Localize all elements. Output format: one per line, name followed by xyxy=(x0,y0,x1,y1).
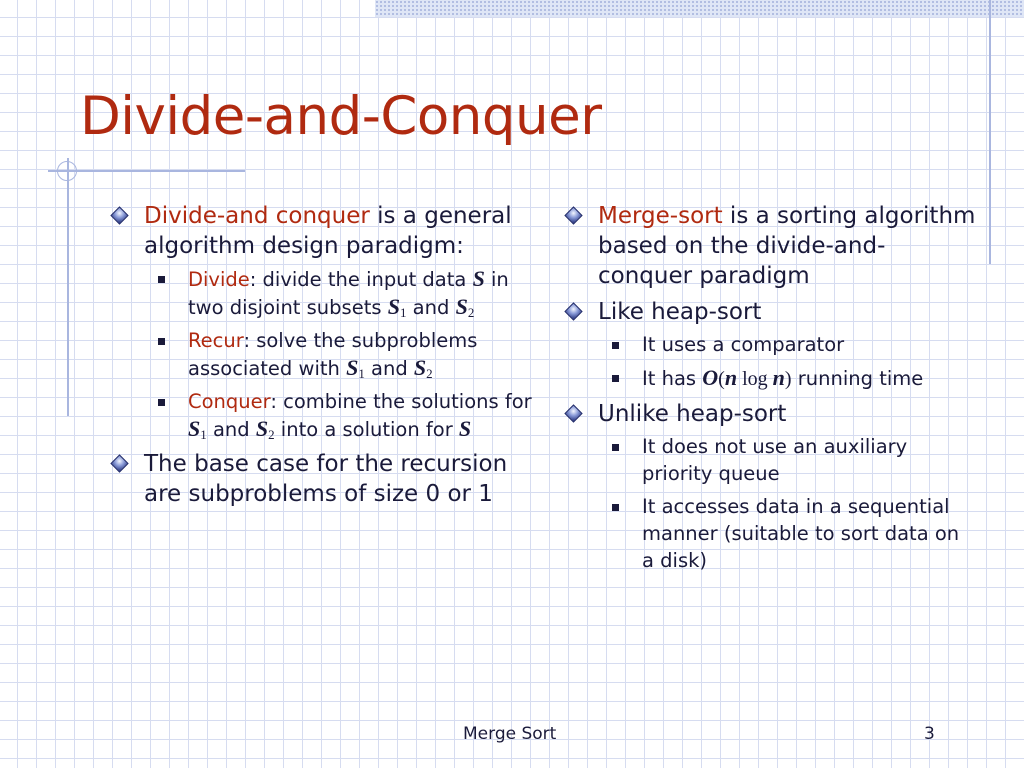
subbullet-text: running time xyxy=(791,367,924,390)
subbullet-text: and xyxy=(406,296,456,319)
decorative-circle xyxy=(57,161,77,181)
subbullet-text: : solve the subproblems associated with xyxy=(188,329,478,380)
bullet-like-heap-sort xyxy=(566,297,976,393)
term-recur: Recur xyxy=(188,329,244,352)
diamond-bullet-icon xyxy=(110,454,128,472)
subbullet-text: It accesses data in a sequential manner (suitable to sort data on a disk) xyxy=(642,495,960,572)
title-underline-decorative-line xyxy=(48,170,245,172)
diamond-bullet-icon xyxy=(564,404,582,422)
square-bullet-icon xyxy=(612,504,619,511)
term-conquer: Conquer xyxy=(188,390,271,413)
term-merge-sort: Merge-sort xyxy=(598,203,723,229)
subbullet-text: and xyxy=(206,418,256,441)
bullet-base-case xyxy=(112,449,532,509)
subbullet-text: into a solution for xyxy=(274,418,459,441)
term-divide-and-conquer: Divide-and conquer xyxy=(144,203,370,229)
math-var: n xyxy=(772,365,785,390)
slide-title: Divide-and-Conquer xyxy=(80,86,602,147)
bullet-text: is a sorting algorithm based on the divide-and-conquer paradigm xyxy=(598,203,976,289)
subbullet-comparator xyxy=(598,331,976,358)
subbullet-text: It uses a comparator xyxy=(642,333,845,356)
math-subscript: 2 xyxy=(268,427,275,442)
bullet-unlike-heap-sort xyxy=(566,399,976,574)
square-bullet-icon xyxy=(158,399,165,406)
top-decorative-band xyxy=(375,0,1024,17)
bullet-divide-and-conquer xyxy=(112,201,532,443)
math-var: S xyxy=(455,294,468,319)
bullet-text: Like heap-sort xyxy=(598,299,762,325)
left-decorative-line xyxy=(67,158,69,416)
math-var: S xyxy=(188,416,201,441)
square-bullet-icon xyxy=(612,375,619,382)
math-big-o: O xyxy=(702,365,719,390)
math-var: S xyxy=(458,416,472,441)
left-column xyxy=(112,201,532,515)
square-bullet-icon xyxy=(612,342,619,349)
math-paren: ( xyxy=(718,368,725,390)
math-var: S xyxy=(413,355,427,380)
subbullet-no-priority-queue xyxy=(598,433,976,487)
bullet-merge-sort xyxy=(566,201,976,291)
math-var: S xyxy=(255,416,269,441)
bullet-text: The base case for the recursion are subproblems of size 0 or 1 xyxy=(144,451,508,507)
subbullet-divide xyxy=(144,265,532,321)
subbullet-conquer xyxy=(144,388,532,443)
math-subscript: 1 xyxy=(399,305,407,320)
math-subscript: 1 xyxy=(200,427,207,442)
math-paren: ) xyxy=(784,368,792,390)
subbullet-text: and xyxy=(364,357,414,380)
math-var: S xyxy=(472,266,485,291)
square-bullet-icon xyxy=(612,444,619,451)
subbullet-running-time xyxy=(598,364,976,393)
math-subscript: 1 xyxy=(358,366,365,381)
diamond-bullet-icon xyxy=(110,206,128,224)
square-bullet-icon xyxy=(158,276,165,283)
term-divide: Divide xyxy=(188,268,250,291)
subbullet-text: : divide the input data xyxy=(249,268,473,291)
subbullet-text: It has xyxy=(642,367,703,390)
math-var: S xyxy=(387,294,400,319)
bullet-text: is a general algorithm design paradigm: xyxy=(144,203,512,259)
subbullet-text: in two disjoint subsets xyxy=(188,268,509,319)
math-subscript: 2 xyxy=(426,366,433,381)
subbullet-sequential-access xyxy=(598,493,976,574)
math-log: log xyxy=(737,368,773,390)
subbullet-text: It does not use an auxiliary priority queue xyxy=(642,435,908,485)
page-number: 3 xyxy=(924,724,935,744)
right-decorative-line xyxy=(989,0,991,264)
subbullet-recur xyxy=(144,327,532,382)
math-subscript: 2 xyxy=(467,305,475,320)
footer-label: Merge Sort xyxy=(463,724,557,744)
right-column xyxy=(566,201,976,580)
square-bullet-icon xyxy=(158,338,165,345)
diamond-bullet-icon xyxy=(564,206,582,224)
subbullet-text: : combine the solutions for xyxy=(270,390,532,413)
diamond-bullet-icon xyxy=(564,302,582,320)
math-var: S xyxy=(346,355,359,380)
math-var: n xyxy=(724,365,738,390)
bullet-text: Unlike heap-sort xyxy=(598,401,787,427)
